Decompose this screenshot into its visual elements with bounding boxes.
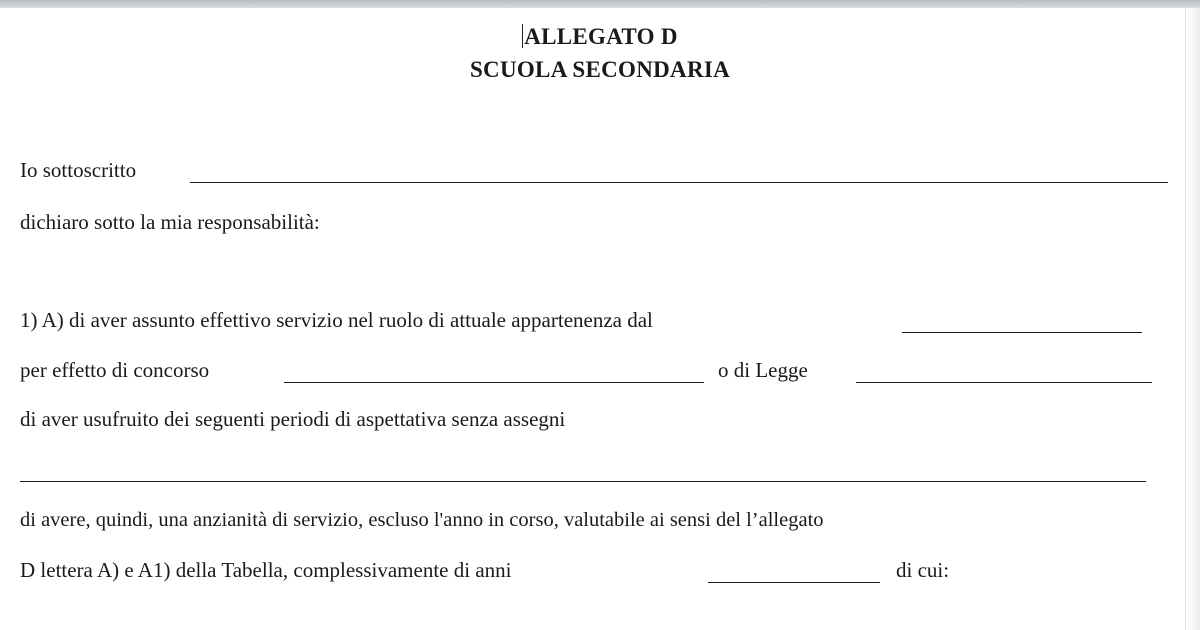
label-legge: o di Legge <box>718 358 808 382</box>
text-dichiaro: dichiaro sotto la mia responsabilità: <box>20 210 320 234</box>
blank-anni-field[interactable] <box>708 582 880 583</box>
text-aspettativa: di aver usufruito dei seguenti periodi di aspettativa senza assegni <box>20 407 566 431</box>
label-io-sottoscritto: Io sottoscritto <box>20 158 137 182</box>
text-anzianita: di avere, quindi, una anzianità di servizio, escluso l'anno in corso, valutabile ai sensi del l’allegato <box>20 509 824 531</box>
document-title[interactable] <box>0 24 1200 50</box>
label-servizio-dal: 1) A) di aver assunto effettivo servizio nel ruolo di attuale appartenenza dal <box>20 308 653 332</box>
document-title-text: ALLEGATO D <box>524 24 678 49</box>
blank-legge-field[interactable] <box>856 382 1152 383</box>
blank-concorso-field[interactable] <box>284 382 704 383</box>
blank-name-field[interactable] <box>190 182 1168 183</box>
blank-service-date-field[interactable] <box>902 332 1142 333</box>
label-di-cui: di cui: <box>896 558 950 582</box>
document-subtitle: SCUOLA SECONDARIA <box>469 57 731 82</box>
window-top-border <box>0 0 1200 8</box>
label-anni: D lettera A) e A1) della Tabella, complessivamente di anni <box>20 558 512 582</box>
page-right-edge <box>1185 8 1200 630</box>
blank-aspettativa-field[interactable] <box>20 481 1146 482</box>
label-concorso: per effetto di concorso <box>20 358 210 382</box>
